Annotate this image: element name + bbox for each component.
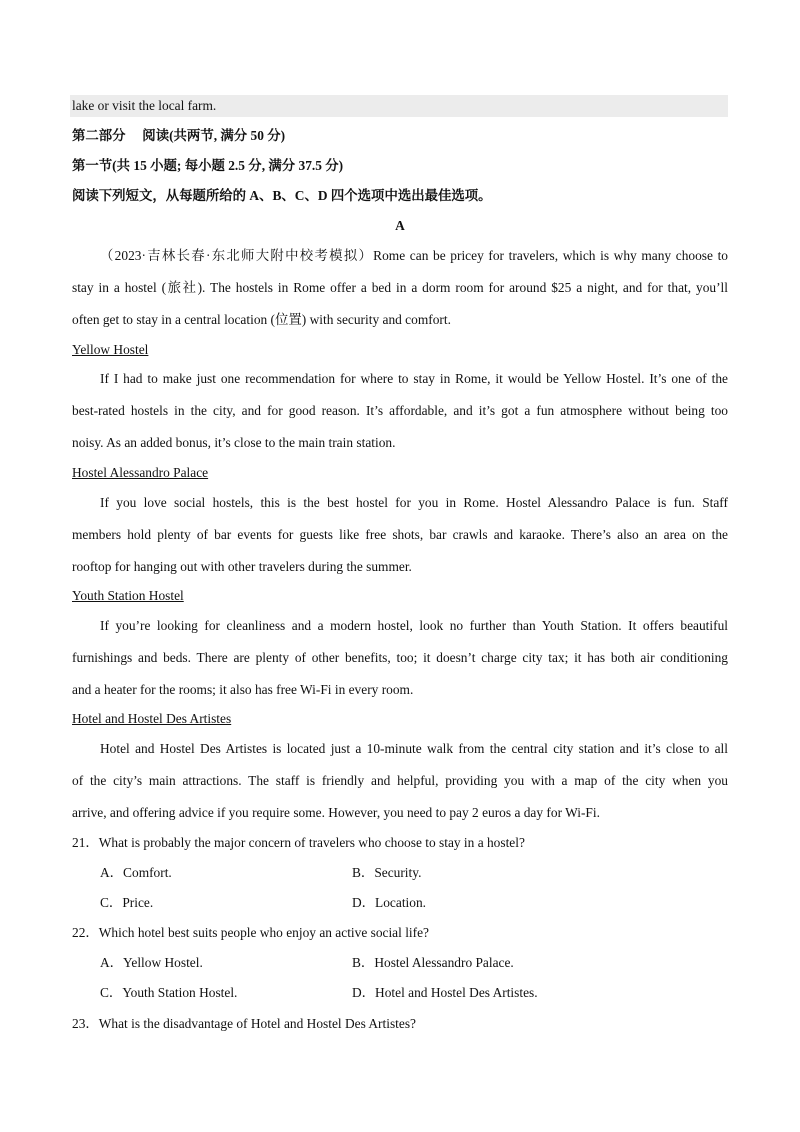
passage-letter: A	[395, 218, 405, 233]
option-21-c: C．Price.	[100, 895, 154, 910]
paragraph-line: rooftop for hanging out with other travelers during the summer.	[72, 559, 412, 574]
paragraph-line: arrive, and offering advice if you require some. However, you need to pay 2 euros a day for Wi-Fi.	[72, 805, 600, 820]
part-heading: 第二部分 阅读(共两节, 满分 50 分)	[72, 128, 286, 143]
section-title-des-artistes: Hotel and Hostel Des Artistes	[72, 711, 232, 726]
paragraph-line: best-rated hostels in the city, and for good reason. It’s affordable, and it’s got a fun atmosphere without being too	[72, 403, 728, 418]
option-21-a: A．Comfort.	[100, 865, 172, 880]
paragraph-line: members hold plenty of bar events for guests like free shots, bar crawls and karaoke. There’s also an area on the	[72, 527, 728, 542]
paragraph-line: If you’re looking for cleanliness and a modern hostel, look no further than Youth Station. It offers beautiful	[100, 618, 728, 633]
intro-line: stay in a hostel (旅社). The hostels in Rome offer a bed in a dorm room for around $25 a night, and for that, you’ll	[72, 280, 728, 295]
option-22-c: C．Youth Station Hostel.	[100, 985, 238, 1000]
paragraph-line: of the city’s main attractions. The staff is friendly and helpful, providing you with a map of the city when you	[72, 773, 728, 788]
paragraph-line: noisy. As an added bonus, it’s close to the main train station.	[72, 435, 396, 450]
option-22-b: B．Hostel Alessandro Palace.	[352, 955, 514, 970]
section-title-yellow-hostel: Yellow Hostel	[72, 342, 149, 357]
question-stem-21: 21．What is probably the major concern of travelers who choose to stay in a hostel?	[72, 835, 525, 850]
paragraph-line: Hotel and Hostel Des Artistes is located just a 10-minute walk from the central city station and it’s close to all	[100, 741, 728, 756]
question-stem-22: 22．Which hotel best suits people who enjoy an active social life?	[72, 925, 429, 940]
paragraph-line: If you love social hostels, this is the best hostel for you in Rome. Hostel Alessandro Palace is fun. Staff	[100, 495, 728, 510]
option-22-d: D．Hotel and Hostel Des Artistes.	[352, 985, 538, 1000]
instruction-text: 阅读下列短文，从每题所给的 A、B、C、D 四个选项中选出最佳选项。	[72, 188, 492, 203]
intro-line: （2023·吉林长春·东北师大附中校考模拟）Rome can be pricey for travelers, which is why many choose to	[100, 248, 728, 263]
section-heading: 第一节(共 15 小题; 每小题 2.5 分, 满分 37.5 分)	[72, 158, 344, 173]
option-21-b: B．Security.	[352, 865, 422, 880]
option-21-d: D．Location.	[352, 895, 427, 910]
question-stem-23: 23．What is the disadvantage of Hotel and Hostel Des Artistes?	[72, 1016, 416, 1031]
paragraph-line: and a heater for the rooms; it also has free Wi-Fi in every room.	[72, 682, 414, 697]
option-22-a: A．Yellow Hostel.	[100, 955, 203, 970]
section-title-youth-station: Youth Station Hostel	[72, 588, 184, 603]
intro-line: often get to stay in a central location (位置) with security and comfort.	[72, 312, 451, 327]
carryover-text: lake or visit the local farm.	[72, 98, 217, 113]
paragraph-line: furnishings and beds. There are plenty of other benefits, too; it doesn’t charge city tax; it has both air conditioning	[72, 650, 728, 665]
paragraph-line: If I had to make just one recommendation for where to stay in Rome, it would be Yellow Hostel. It’s one of the	[100, 371, 728, 386]
section-title-alessandro-palace: Hostel Alessandro Palace	[72, 465, 209, 480]
